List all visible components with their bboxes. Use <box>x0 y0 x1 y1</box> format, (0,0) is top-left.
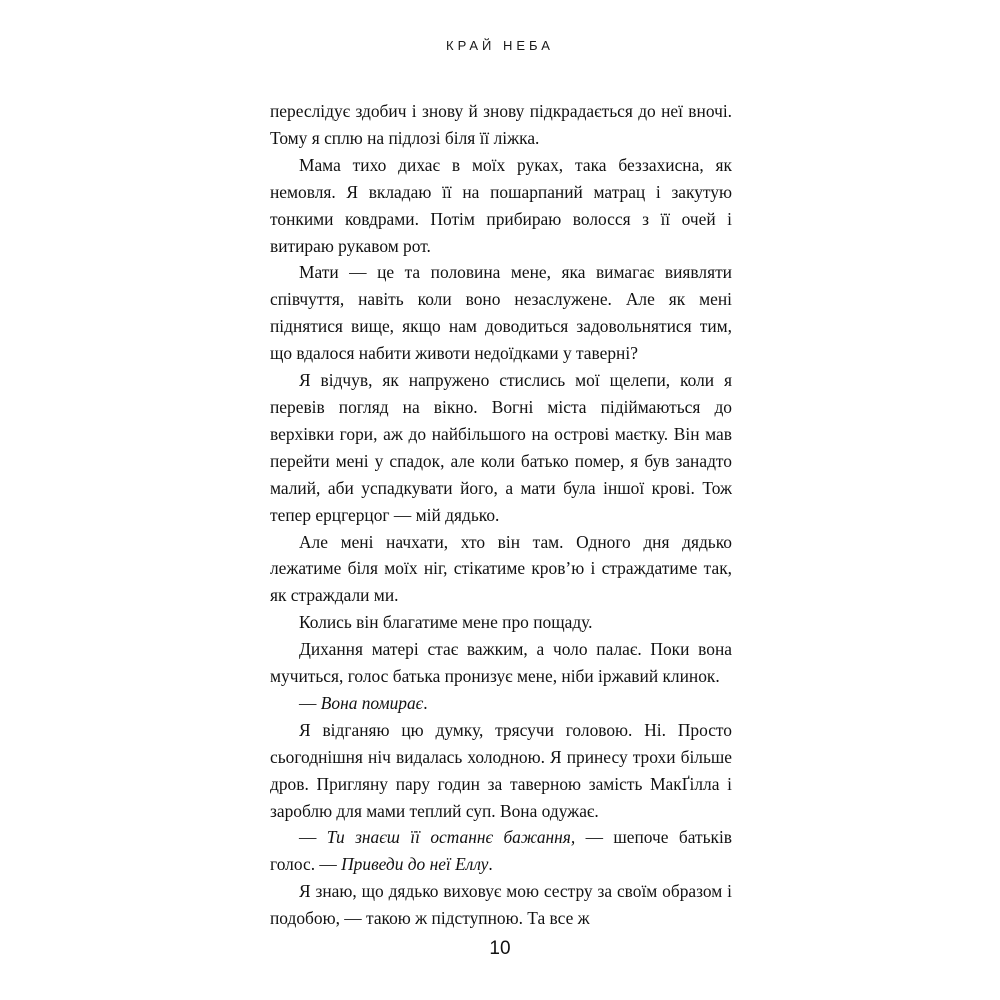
italic-text-run: Приведи до неї Еллу <box>341 854 489 875</box>
running-head-title: КРАЙ НЕБА <box>446 38 554 53</box>
text-run: — <box>299 827 327 848</box>
text-run: Колись він благатиме мене про пощаду. <box>299 612 593 633</box>
text-run: Я відганяю цю думку, трясучи головою. Ні. Просто сьогоднішня ніч видалась холодною. Я принесу трохи більше дров. Пригляну пару годин за таверною замість МакҐілла і зароблю для мами теплий суп. Вона одужає. <box>270 719 732 821</box>
text-run: Дихання матері стає важким, а чоло палає. Поки вона мучиться, голос батька пронизує мене, ніби іржавий клинок. <box>270 639 732 687</box>
dialogue-paragraph <box>270 690 732 717</box>
text-run: . <box>488 854 493 875</box>
italic-text-run: Вона помирає <box>320 692 424 713</box>
body-text <box>270 98 732 932</box>
paragraph <box>270 152 732 260</box>
text-run: . <box>423 692 428 713</box>
text-run: Я знаю, що дядько виховує мою сестру за своїм образом і подобою, — такою ж підступною. Та все ж <box>270 881 732 929</box>
paragraph <box>270 259 732 367</box>
italic-text-run: Ти знаєш її останнє бажання, <box>326 827 576 848</box>
text-run: Мама тихо дихає в моїх руках, така беззахисна, як немовля. Я вкладаю її на пошарпаний матрац і закутую тонкими ковдрами. Потім прибираю волосся з її очей і витираю рукавом рот. <box>270 154 732 256</box>
text-run: — <box>299 692 321 713</box>
paragraph <box>270 367 732 528</box>
text-run: переслідує здобич і знову й знову підкрадається до неї вночі. Тому я сплю на підлозі біля її ліжка. <box>270 101 732 148</box>
paragraph <box>270 717 732 825</box>
paragraph <box>270 609 732 636</box>
paragraph <box>270 636 732 690</box>
text-run: Але мені начхати, хто він там. Одного дня дядько лежатиме біля моїх ніг, стікатиме кров’ю і страждатиме так, як страждали ми. <box>270 531 732 606</box>
text-run: Я відчув, як напружено стислись мої щелепи, коли я перевів погляд на вікно. Вогні міста підіймаються до верхівки гори, аж до найбільшого на острові маєтку. Він мав перейти мені у спадок, але коли батько помер, я був занадто малий, аби успадкувати його, а мати була іншої крові. Тож тепер ерцгерцог — мій дядько. <box>270 370 732 525</box>
text-run: — шепоче батьків голос. — <box>270 827 733 875</box>
paragraph <box>270 529 732 610</box>
dialogue-paragraph <box>270 824 732 878</box>
paragraph <box>270 878 732 932</box>
paragraph <box>270 98 732 152</box>
text-run: Мати — це та половина мене, яка вимагає виявляти співчуття, навіть коли воно незаслужене. Але як мені піднятися вище, якщо нам доводиться задовольнятися тим, що вдалося набити животи недоїдками у таверні? <box>270 262 732 364</box>
page-number: 10 <box>489 938 511 959</box>
